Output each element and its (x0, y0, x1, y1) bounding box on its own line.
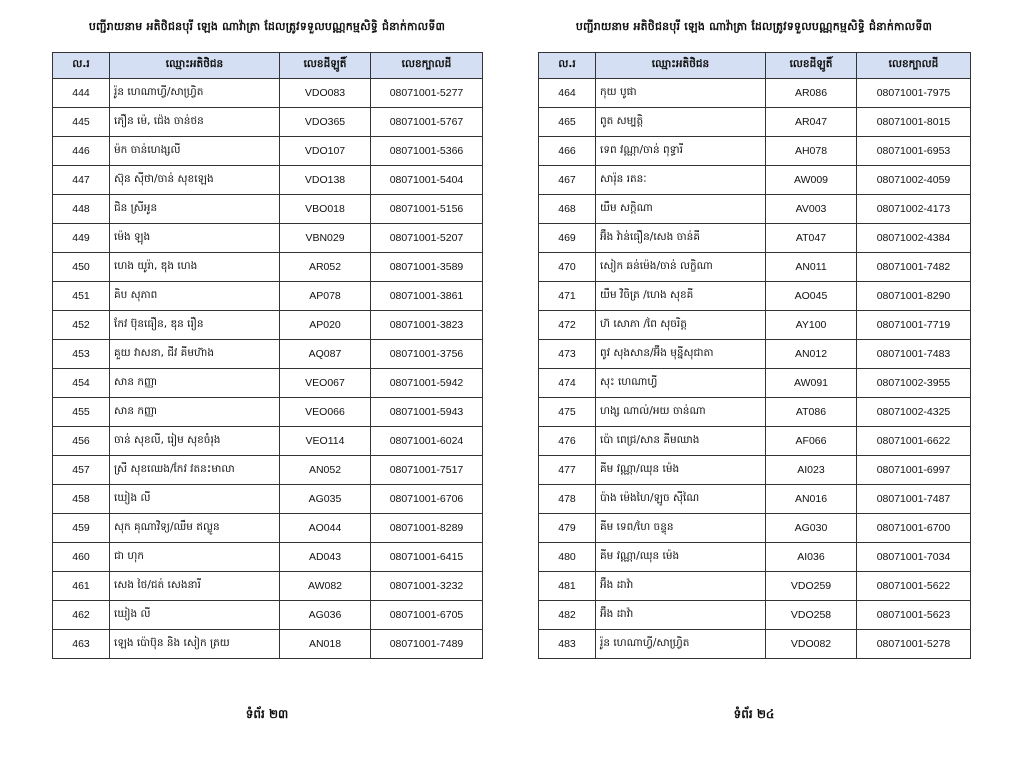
cell-lot-code: AN011 (766, 253, 857, 282)
cell-lot-code: VDO258 (766, 601, 857, 630)
cell-customer-name: ឃៀង លី (110, 601, 280, 630)
cell-no: 458 (53, 485, 110, 514)
cell-title-number: 08071001-8015 (857, 108, 971, 137)
page-right (538, 0, 970, 759)
cell-customer-name: សាន កញ្ញា (110, 369, 280, 398)
cell-no: 446 (53, 137, 110, 166)
cell-lot-code: AT047 (766, 224, 857, 253)
cell-customer-name: ជិន ស្រីអូន (110, 195, 280, 224)
cell-lot-code: AW082 (280, 572, 371, 601)
cell-customer-name: អ៊ឹង វ៉ាន់ធឿន/សេង ចាន់គី (596, 224, 766, 253)
cell-lot-code: AQ087 (280, 340, 371, 369)
cell-no: 444 (53, 79, 110, 108)
header-title-number: លេខក្បាលដី (857, 53, 971, 79)
page-number: ទំព័រ ២៣ (245, 707, 289, 721)
cell-lot-code: AH078 (766, 137, 857, 166)
header-no: ល.រ (53, 53, 110, 79)
cell-title-number: 08071001-8289 (371, 514, 483, 543)
page-title: បញ្ជីរាយនាម អតិថិជនបុរី ឡេង ណាវ៉ាត្រា ដែលត្រូវទទួលបណ្ណកម្មសិទ្ធិ ជំនាក់កាលទី៣ (575, 20, 933, 33)
cell-customer-name: សាន កញ្ញា (110, 398, 280, 427)
table-row (539, 253, 971, 282)
cell-title-number: 08071001-7483 (857, 340, 971, 369)
cell-customer-name: ចាន់ សុខលី, រៀម សុខចំរុង (110, 427, 280, 456)
table-row (539, 195, 971, 224)
table-row (53, 485, 483, 514)
cell-customer-name: ឡេង ប៉ោប៊ុន និង សៀក ត្រយ (110, 630, 280, 659)
cell-lot-code: AN016 (766, 485, 857, 514)
cell-no: 452 (53, 311, 110, 340)
table-row (53, 137, 483, 166)
cell-title-number: 08071001-6953 (857, 137, 971, 166)
cell-customer-name: អ៊ឹង ដាវ៉ា (596, 572, 766, 601)
cell-no: 456 (53, 427, 110, 456)
cell-lot-code: AI023 (766, 456, 857, 485)
cell-customer-name: ប៉ោ ពេជ្រ/សាន គីមឈាង (596, 427, 766, 456)
cell-title-number: 08071001-6622 (857, 427, 971, 456)
cell-customer-name: គួយ វាសនា, ជីវ គីមហ៊ាង (110, 340, 280, 369)
cell-lot-code: AR086 (766, 79, 857, 108)
table-row (539, 485, 971, 514)
cell-lot-code: VDO365 (280, 108, 371, 137)
cell-lot-code: AV003 (766, 195, 857, 224)
cell-title-number: 08071001-5156 (371, 195, 483, 224)
cell-no: 450 (53, 253, 110, 282)
table-row (53, 572, 483, 601)
cell-no: 473 (539, 340, 596, 369)
table-row (53, 340, 483, 369)
cell-no: 483 (539, 630, 596, 659)
cell-lot-code: AO045 (766, 282, 857, 311)
cell-no: 459 (53, 514, 110, 543)
cell-customer-name: ឃៀង លី (110, 485, 280, 514)
cell-lot-code: VDO082 (766, 630, 857, 659)
table-row (539, 108, 971, 137)
cell-no: 470 (539, 253, 596, 282)
cell-title-number: 08071001-3823 (371, 311, 483, 340)
cell-no: 481 (539, 572, 596, 601)
cell-customer-name: សារ៉ុន រតនៈ (596, 166, 766, 195)
cell-customer-name: ហេង យូរ៉ា, ឌុង ហេង (110, 253, 280, 282)
header-title-number: លេខក្បាលដី (371, 53, 483, 79)
cell-customer-name: ម៉េង ឡុង (110, 224, 280, 253)
cell-lot-code: VEO066 (280, 398, 371, 427)
cell-no: 475 (539, 398, 596, 427)
cell-title-number: 08071001-8290 (857, 282, 971, 311)
table-row (53, 195, 483, 224)
cell-no: 445 (53, 108, 110, 137)
table-row (539, 311, 971, 340)
header-name: ឈ្មោះអតិថិជន (596, 53, 766, 79)
table-header-row (539, 53, 971, 79)
cell-lot-code: VEO067 (280, 369, 371, 398)
cell-title-number: 08071001-5278 (857, 630, 971, 659)
table-row (53, 108, 483, 137)
cell-title-number: 08071001-3232 (371, 572, 483, 601)
cell-lot-code: AP078 (280, 282, 371, 311)
table-row (539, 166, 971, 195)
cell-customer-name: កែវ ប៊ុនធឿន, ឌុន រឿន (110, 311, 280, 340)
cell-title-number: 08071001-5404 (371, 166, 483, 195)
cell-lot-code: AP020 (280, 311, 371, 340)
cell-no: 469 (539, 224, 596, 253)
cell-title-number: 08071001-3756 (371, 340, 483, 369)
table-row (53, 601, 483, 630)
cell-lot-code: AG035 (280, 485, 371, 514)
header-name: ឈ្មោះអតិថិជន (110, 53, 280, 79)
cell-customer-name: គីម ទេព/ហៃ ចន្ទុន (596, 514, 766, 543)
cell-no: 480 (539, 543, 596, 572)
header-lot-code: លេខដីឡូតិ៍ (280, 53, 371, 79)
cell-lot-code: VDO107 (280, 137, 371, 166)
cell-customer-name: ហ៊ សោភា /ពៃ សុចរិត្ត (596, 311, 766, 340)
cell-lot-code: VBO018 (280, 195, 371, 224)
cell-customer-name: ជា ហុក (110, 543, 280, 572)
cell-lot-code: AW009 (766, 166, 857, 195)
table-header-row (53, 53, 483, 79)
table-body (539, 79, 971, 659)
cell-no: 449 (53, 224, 110, 253)
cell-customer-name: យឹម សក្តិណា (596, 195, 766, 224)
cell-customer-name: សេង ថៃ/ជត់ សេងនារី (110, 572, 280, 601)
cell-customer-name: អ៊ឹង ដាវ៉ា (596, 601, 766, 630)
table-row (53, 456, 483, 485)
cell-customer-name: រ៉ូន ហេណាហ្វី/សាហ្វ្រិត (110, 79, 280, 108)
cell-no: 467 (539, 166, 596, 195)
cell-title-number: 08071001-6705 (371, 601, 483, 630)
table-row (539, 137, 971, 166)
cell-lot-code: AN012 (766, 340, 857, 369)
cell-title-number: 08071001-6997 (857, 456, 971, 485)
cell-title-number: 08071001-7034 (857, 543, 971, 572)
table-row (539, 456, 971, 485)
cell-title-number: 08071001-3861 (371, 282, 483, 311)
cell-no: 478 (539, 485, 596, 514)
cell-no: 462 (53, 601, 110, 630)
table-row (53, 311, 483, 340)
cell-no: 479 (539, 514, 596, 543)
cell-no: 454 (53, 369, 110, 398)
page-number: ទំព័រ ២៤ (733, 707, 775, 721)
cell-lot-code: AO044 (280, 514, 371, 543)
cell-customer-name: ហង្ស ណាល់/អយ ចាន់ណា (596, 398, 766, 427)
cell-customer-name: គីម វណ្ណា/ឈុន ម៉េង (596, 543, 766, 572)
cell-title-number: 08071001-5943 (371, 398, 483, 427)
cell-lot-code: AR052 (280, 253, 371, 282)
table-row (539, 601, 971, 630)
cell-no: 472 (539, 311, 596, 340)
cell-title-number: 08071001-7517 (371, 456, 483, 485)
cell-no: 464 (539, 79, 596, 108)
cell-lot-code: AW091 (766, 369, 857, 398)
cell-lot-code: AY100 (766, 311, 857, 340)
cell-no: 447 (53, 166, 110, 195)
cell-no: 463 (53, 630, 110, 659)
cell-lot-code: AN018 (280, 630, 371, 659)
cell-title-number: 08071002-4384 (857, 224, 971, 253)
table-row (53, 79, 483, 108)
cell-no: 476 (539, 427, 596, 456)
cell-no: 455 (53, 398, 110, 427)
table-row (539, 224, 971, 253)
cell-customer-name: ពូត សម្បត្តិ (596, 108, 766, 137)
page-left (52, 0, 482, 759)
cell-lot-code: VEO114 (280, 427, 371, 456)
cell-lot-code: AT086 (766, 398, 857, 427)
cell-lot-code: AG030 (766, 514, 857, 543)
page-title: បញ្ជីរាយនាម អតិថិជនបុរី ឡេង ណាវ៉ាត្រា ដែលត្រូវទទួលបណ្ណកម្មសិទ្ធិ ជំនាក់កាលទី៣ (88, 20, 446, 33)
cell-lot-code: VBN029 (280, 224, 371, 253)
cell-customer-name: ម៉ក ចាន់ហេង្សលី (110, 137, 280, 166)
cell-title-number: 08071002-4173 (857, 195, 971, 224)
table-row (53, 630, 483, 659)
cell-no: 471 (539, 282, 596, 311)
cell-no: 474 (539, 369, 596, 398)
cell-title-number: 08071001-6415 (371, 543, 483, 572)
cell-customer-name: គិប សុភាព (110, 282, 280, 311)
table-row (53, 224, 483, 253)
cell-customer-name: យឹម វិចិត្រ /ហេង សុខគី (596, 282, 766, 311)
header-no: ល.រ (539, 53, 596, 79)
table-row (539, 398, 971, 427)
cell-no: 451 (53, 282, 110, 311)
cell-lot-code: VDO259 (766, 572, 857, 601)
customer-table (538, 52, 971, 659)
cell-no: 482 (539, 601, 596, 630)
cell-no: 453 (53, 340, 110, 369)
cell-lot-code: AD043 (280, 543, 371, 572)
table-row (539, 427, 971, 456)
cell-lot-code: VDO138 (280, 166, 371, 195)
cell-customer-name: ភឿន ម៉េ, ជ៉េង ចាន់ថន (110, 108, 280, 137)
cell-customer-name: ពូវ សុងសាន/អ៊ឹង មុន្នីសុជាតា (596, 340, 766, 369)
table-row (53, 282, 483, 311)
table-row (539, 630, 971, 659)
table-row (539, 79, 971, 108)
cell-title-number: 08071001-6706 (371, 485, 483, 514)
cell-customer-name: សៀក ឆន់ម៉េង/ចាន់ លក្ខិណា (596, 253, 766, 282)
table-row (539, 369, 971, 398)
cell-title-number: 08071001-3589 (371, 253, 483, 282)
cell-title-number: 08071001-5623 (857, 601, 971, 630)
cell-no: 460 (53, 543, 110, 572)
cell-customer-name: គីម វណ្ណា/ឈុន ម៉េង (596, 456, 766, 485)
table-row (539, 543, 971, 572)
table-row (53, 398, 483, 427)
customer-table (52, 52, 483, 659)
cell-customer-name: ស្រី សុខឈេង/កែវ វតនះមាលា (110, 456, 280, 485)
cell-title-number: 08071001-7719 (857, 311, 971, 340)
cell-lot-code: AF066 (766, 427, 857, 456)
cell-no: 465 (539, 108, 596, 137)
cell-title-number: 08071001-5622 (857, 572, 971, 601)
cell-lot-code: AG036 (280, 601, 371, 630)
cell-customer-name: រ៉ូន ហេណាហ្វី/សាហ្វ្រិត (596, 630, 766, 659)
cell-title-number: 08071001-7487 (857, 485, 971, 514)
table-row (53, 543, 483, 572)
cell-lot-code: AI036 (766, 543, 857, 572)
cell-customer-name: ស៊ុន ស៊ីថា/ចាន់ សុខឡេង (110, 166, 280, 195)
cell-title-number: 08071001-6024 (371, 427, 483, 456)
cell-no: 468 (539, 195, 596, 224)
cell-title-number: 08071001-7975 (857, 79, 971, 108)
table-row (53, 166, 483, 195)
table-row (53, 253, 483, 282)
cell-no: 448 (53, 195, 110, 224)
table-row (539, 572, 971, 601)
cell-customer-name: សុះ ហេណាហ្វី (596, 369, 766, 398)
table-row (539, 340, 971, 369)
cell-lot-code: VDO083 (280, 79, 371, 108)
cell-customer-name: ទេព វណ្ណា/ចាន់ ពុទ្ធារី (596, 137, 766, 166)
cell-lot-code: AR047 (766, 108, 857, 137)
cell-title-number: 08071001-5767 (371, 108, 483, 137)
cell-no: 477 (539, 456, 596, 485)
cell-title-number: 08071001-5942 (371, 369, 483, 398)
cell-title-number: 08071002-4059 (857, 166, 971, 195)
cell-customer-name: កុយ បូផា (596, 79, 766, 108)
cell-title-number: 08071001-6700 (857, 514, 971, 543)
cell-no: 461 (53, 572, 110, 601)
table-body (53, 79, 483, 659)
cell-title-number: 08071002-3955 (857, 369, 971, 398)
cell-customer-name: សុក គុណាវិទ្យ/ឈឹម ឥល្លូន (110, 514, 280, 543)
table-row (53, 427, 483, 456)
cell-title-number: 08071002-4325 (857, 398, 971, 427)
table-row (53, 369, 483, 398)
cell-lot-code: AN052 (280, 456, 371, 485)
cell-title-number: 08071001-5277 (371, 79, 483, 108)
cell-title-number: 08071001-5366 (371, 137, 483, 166)
cell-title-number: 08071001-7489 (371, 630, 483, 659)
table-row (539, 514, 971, 543)
cell-no: 457 (53, 456, 110, 485)
cell-title-number: 08071001-7482 (857, 253, 971, 282)
table-row (539, 282, 971, 311)
cell-title-number: 08071001-5207 (371, 224, 483, 253)
cell-no: 466 (539, 137, 596, 166)
cell-customer-name: ប៉ាង ម៉េងហៃ/ឡូច ស៊ីណៃ (596, 485, 766, 514)
table-row (53, 514, 483, 543)
header-lot-code: លេខដីឡូតិ៍ (766, 53, 857, 79)
